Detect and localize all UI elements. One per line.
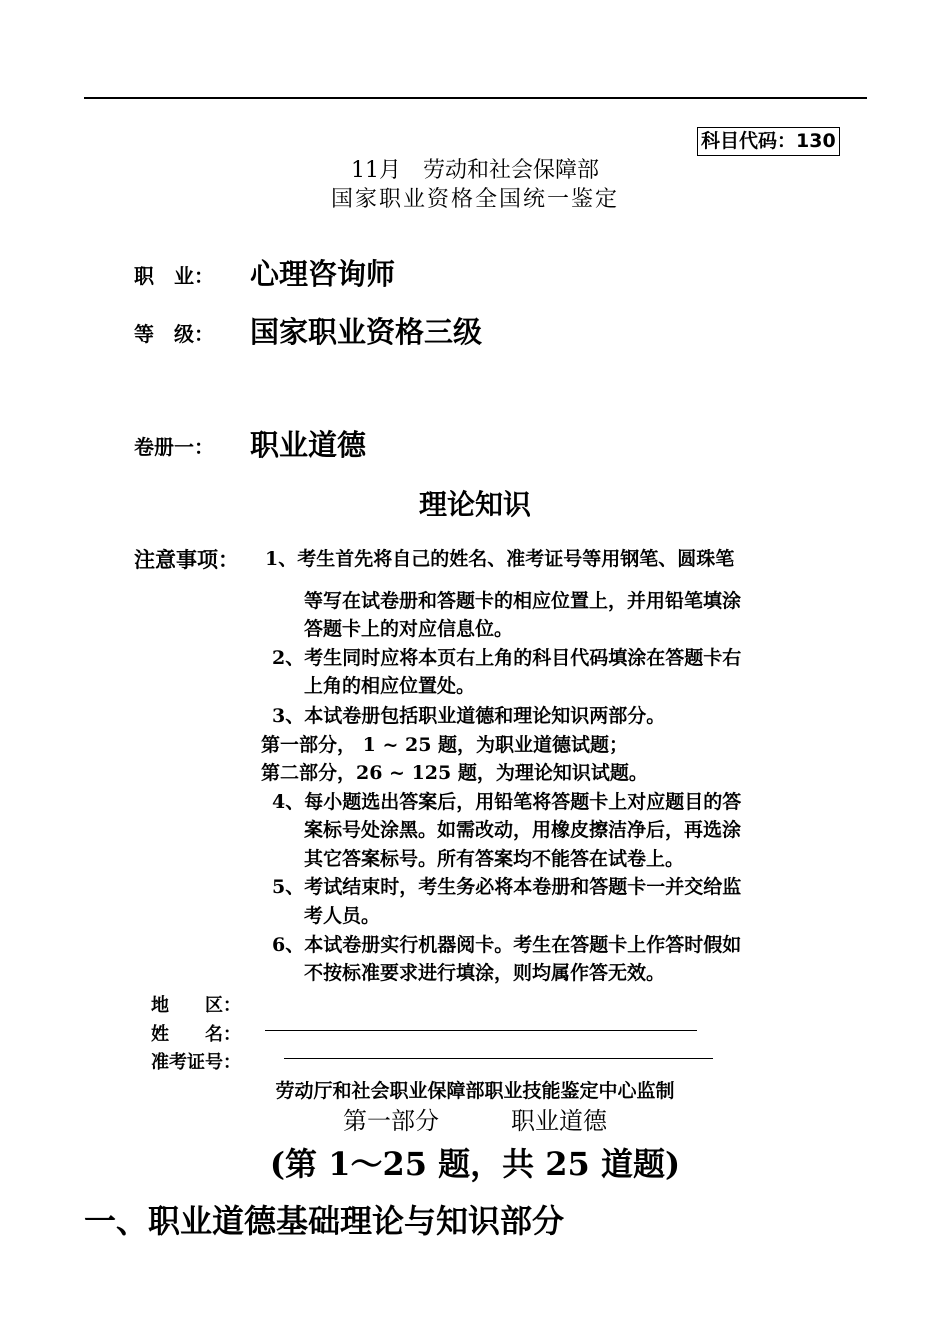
note-line: 案标号处涂黑。如需改动，用橡皮擦洁净后，再选涂 xyxy=(304,819,742,841)
note-line: 等写在试卷册和答题卡的相应位置上，并用铅笔填涂 xyxy=(304,590,742,612)
note-line: 5、考试结束时，考生务必将本卷册和答题卡一并交给监 xyxy=(272,876,742,898)
top-rule xyxy=(84,97,867,99)
profession-value: 心理咨询师 xyxy=(250,257,396,291)
note-line: 6、本试卷册实行机器阅卡。考生在答题卡上作答时假如 xyxy=(272,934,742,956)
volume-label: 卷册一： xyxy=(134,435,214,459)
chapter-heading: 一、职业道德基础理论与知识部分 xyxy=(84,1202,565,1240)
note-line: 2、考生同时应将本页右上角的科目代码填涂在答题卡右 xyxy=(272,647,742,669)
header-line-2: 国家职业资格全国统一鉴定 xyxy=(330,187,619,212)
name-field-line[interactable] xyxy=(265,1030,697,1031)
name-label: 姓 名： xyxy=(151,1024,241,1045)
ticket-label: 准考证号： xyxy=(151,1052,241,1073)
note-line: 第二部分，26 ~ 125 题，为理论知识试题。 xyxy=(261,762,648,784)
profession-label: 职 业： xyxy=(134,264,214,288)
note-line: 1、考生首先将自己的姓名、准考证号等用钢笔、圆珠笔 xyxy=(265,548,735,570)
region-label: 地 区： xyxy=(151,995,241,1016)
note-line: 第一部分， 1 ~ 25 题，为职业道德试题； xyxy=(261,734,629,756)
section-title: 理论知识 xyxy=(418,488,531,521)
note-line: 考人员。 xyxy=(304,905,381,927)
level-value: 国家职业资格三级 xyxy=(250,315,483,349)
level-label: 等 级： xyxy=(134,322,214,346)
note-line: 其它答案标号。所有答案均不能答在试卷上。 xyxy=(304,848,685,870)
supervision-line: 劳动厅和社会职业保障部职业技能鉴定中心监制 xyxy=(275,1080,675,1102)
note-line: 3、本试卷册包括职业道德和理论知识两部分。 xyxy=(272,705,666,727)
part-heading: 第一部分 职业道德 xyxy=(343,1107,607,1135)
ticket-field-line[interactable] xyxy=(284,1058,713,1059)
note-line: 答题卡上的对应信息位。 xyxy=(304,618,514,640)
part-range: (第 1～25 题，共 25 道题) xyxy=(269,1145,681,1183)
header-line-1: 11月 劳动和社会保障部 xyxy=(351,158,599,183)
note-line: 上角的相应位置处。 xyxy=(304,675,476,697)
note-line: 不按标准要求进行填涂，则均属作答无效。 xyxy=(304,962,666,984)
note-line: 4、每小题选出答案后，用铅笔将答题卡上对应题目的答 xyxy=(272,791,742,813)
volume-value: 职业道德 xyxy=(250,428,367,462)
notes-label: 注意事项： xyxy=(134,548,239,572)
subject-code-box: 科目代码：130 xyxy=(697,127,840,156)
